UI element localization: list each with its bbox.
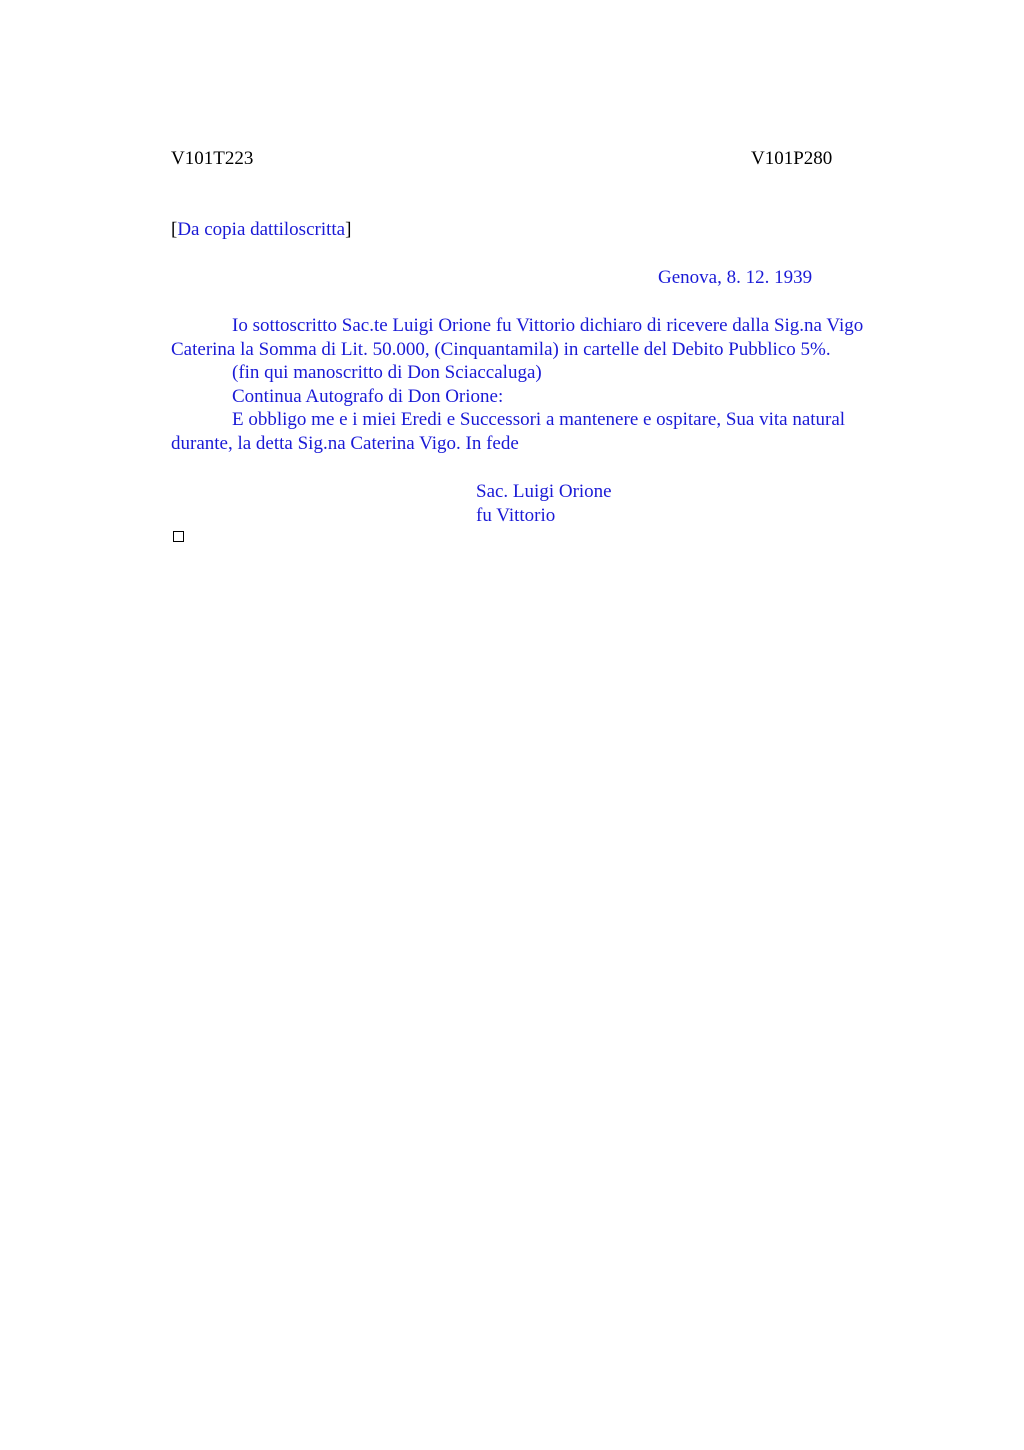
body-line-3: (fin qui manoscritto di Don Sciaccaluga) bbox=[232, 362, 542, 383]
letter-body bbox=[171, 314, 931, 455]
body-line-4: Continua Autografo di Don Orione: bbox=[232, 385, 504, 407]
body-line-1: Io sottoscritto Sac.te Luigi Orione fu Vittorio dichiaro di ricevere dalla Sig.na Vigo bbox=[232, 315, 864, 336]
source-note-close-bracket: ] bbox=[345, 219, 352, 240]
signature-patronymic: fu Vittorio bbox=[476, 504, 556, 526]
source-note-open-bracket: [ bbox=[171, 219, 178, 240]
source-note-text: Da copia dattiloscritta bbox=[177, 219, 346, 240]
body-line-2: Caterina la Somma di Lit. 50.000, (Cinquantamila) in cartelle del Debito Pubblico 5%. bbox=[171, 338, 831, 360]
source-note bbox=[171, 218, 351, 242]
end-of-document-square-icon bbox=[173, 531, 184, 542]
body-line-5: E obbligo me e i miei Eredi e Successori a mantenere e ospitare, Sua vita natural bbox=[232, 409, 846, 430]
signature-name: Sac. Luigi Orione bbox=[476, 481, 612, 502]
body-line-6: durante, la detta Sig.na Caterina Vigo. In fede bbox=[171, 432, 519, 454]
document-reference-left: V101T223 bbox=[171, 148, 254, 169]
signature-block bbox=[476, 480, 612, 527]
date-line: Genova, 8. 12. 1939 bbox=[658, 267, 813, 288]
document-reference-right: V101P280 bbox=[751, 148, 833, 169]
